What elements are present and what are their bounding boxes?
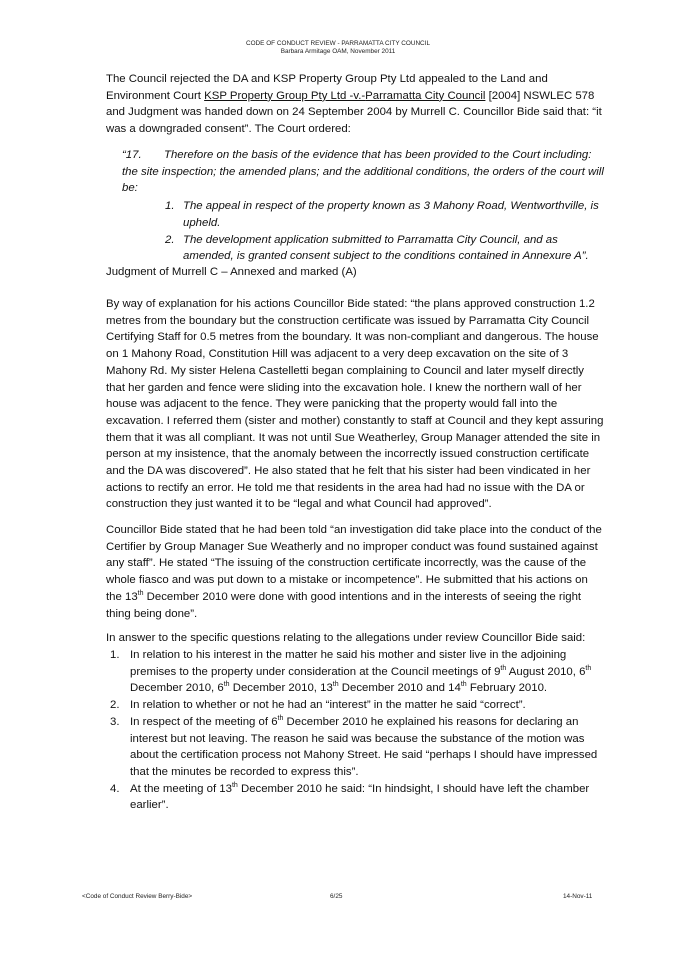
answer-item: 4. At the meeting of 13th December 2010 he said: “In hindsight, I should have left the chamber earlier”.	[110, 781, 590, 812]
answer-item: 1. In relation to his interest in the matter he said his mother and sister live in the adjoining premises to the property under consideration at the Council meetings of 9th August 2010, 6th December 2010, 6th December 2010, 13th December 2010 and 14th February 2010.	[110, 649, 592, 695]
judgment-annex-line: Judgment of Murrell C – Annexed and marked (A)	[106, 266, 357, 278]
paragraph-investigation: Councillor Bide stated that he had been told “an investigation did take place into the conduct of the Certifier by Group Manager Sue Weatherly and no improper conduct was found sustained against any staff”. He stated “The issuing of the construction certificate incorrectly, was the cause of the whole fiasco and was put down to a mistake or incompetence”. He submitted that his actions on the 13th December 2010 were done with good intentions and in the interests of seeing the right thing being done”.	[106, 524, 602, 620]
header-author: Barbara Armitage OAM, November 2011	[280, 48, 396, 55]
court-orders-quote	[122, 147, 604, 265]
footer-document-name: <Code of Conduct Review Berry-Bide>	[82, 893, 193, 900]
quote-intro: Therefore on the basis of the evidence that has been provided to the Court including: the site inspection; the amended plans; and the additional conditions, the orders of the court will be:	[122, 149, 604, 195]
footer-page-number: 6/25	[330, 893, 343, 900]
page-header	[0, 40, 676, 56]
answer-item: 2. In relation to whether or not he had an “interest” in the matter he said “correct”.	[110, 699, 526, 712]
answer-item: 3. In respect of the meeting of 6th December 2010 he explained his reasons for declaring an interest but not leaving. The reason he said was because the substance of the motion was about the certification process not Mahony Street. He said “perhaps I should have impressed that the minutes be recorded to express this”.	[110, 714, 598, 778]
quote-number: “17.	[122, 149, 142, 161]
answers-list	[106, 647, 606, 814]
court-orders-list	[122, 198, 604, 265]
footer-date: 14-Nov-11	[563, 893, 593, 900]
paragraph-court-appeal: The Council rejected the DA and KSP Property Group Pty Ltd appealed to the Land and Environment Court KSP Property Group Pty Ltd -v.-Parramatta City Council [2004] NSWLEC 578 and Judgment was handed down on 24 September 2004 by Murrell C. Councillor Bide said that: “it was a downgraded consent”. The Court ordered:	[106, 73, 602, 136]
paragraph-answers-intro: In answer to the specific questions relating to the allegations under review Councillor Bide said:	[106, 632, 586, 644]
court-order-item: 2. The development application submitted to Parramatta City Council, and as amended, is granted consent subject to the conditions contained in Annexure A”.	[165, 233, 589, 263]
header-title: CODE OF CONDUCT REVIEW - PARRAMATTA CITY COUNCIL	[245, 40, 431, 47]
court-order-item: 1. The appeal in respect of the property known as 3 Mahony Road, Wentworthville, is upheld.	[165, 200, 599, 229]
case-name-link: KSP Property Group Pty Ltd -v.-	[204, 89, 366, 102]
council-name-link: Parramatta City Council	[365, 89, 486, 102]
paragraph-explanation: By way of explanation for his actions Councillor Bide stated: “the plans approved construction 1.2 metres from the boundary but the construction certificate was issued by Parramatta City Council Certifying Staff for 0.5 metres from the boundary. It was non-compliant and dangerous. The house on 1 Mahony Road, Constitution Hill was adjacent to a very deep excavation on the site of 3 Mahony Rd. My sister Helena Castelletti began complaining to Council and later myself directly that her garden and fence were sliding into the excavation hole. I knew the northern wall of her house was adjacent to the fence. They were panicking that the property would fall into the excavation. I referred them (sister and mother) constantly to staff at Council and they kept assuring them that it was all compliant. It was not until Sue Weatherley, Group Manager attended the site in person at my insistence, that the anomaly between the incorrectly issued construction certificate and the DA was discovered”. He also stated that he felt that his sister had been vindicated in her actions to rectify an error. He told me that residents in the area had had no issue with the DA or construction they just wanted it to be “legal and what Council had approved”.	[106, 298, 604, 511]
